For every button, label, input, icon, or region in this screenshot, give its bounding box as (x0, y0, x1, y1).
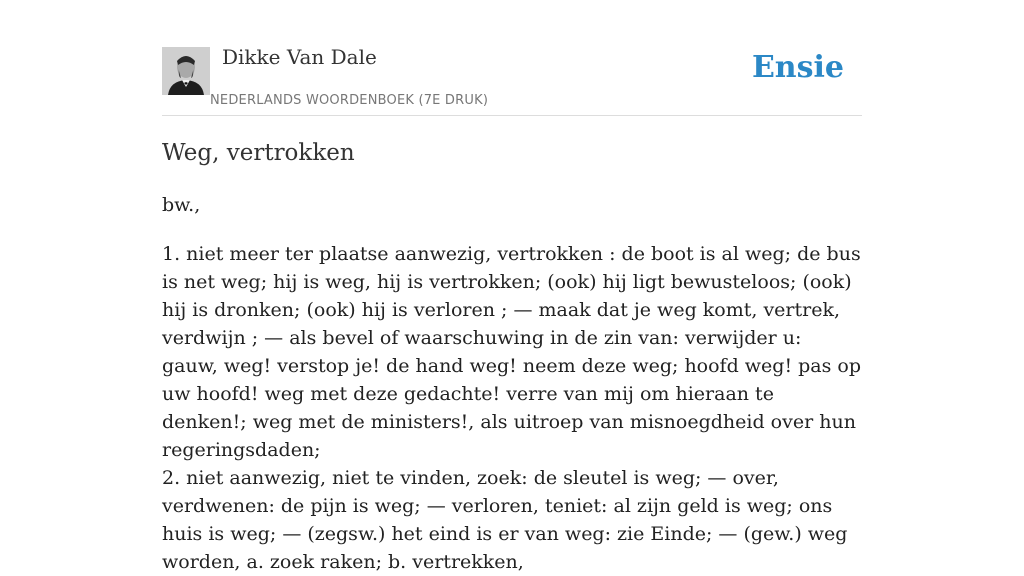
portrait-avatar-icon (162, 47, 210, 95)
part-of-speech: bw., (162, 194, 201, 216)
entry-header (162, 0, 862, 116)
page-container (162, 0, 862, 573)
author-name[interactable]: Dikke Van Dale (222, 45, 377, 69)
entry-definition (162, 240, 862, 576)
definition-sense: 2. niet aanwezig, niet te vinden, zoek: de sleutel is weg; — over, verdwenen: de pijn is weg; — verloren, teniet: al zijn geld is weg; ons huis is weg; — (zegsw.) het eind is er van weg: zie Einde; — (gew.) weg worden, a. zoek raken; b. vertrekken, (162, 467, 848, 573)
author-avatar[interactable] (162, 47, 210, 95)
source-name[interactable]: NEDERLANDS WOORDENBOEK (7E DRUK) (210, 93, 489, 108)
ensie-logo-link[interactable]: Ensie (751, 50, 844, 85)
definition-sense: 1. niet meer ter plaatse aanwezig, vertrokken : de boot is al weg; de bus is net weg; hij is weg, hij is vertrokken; (ook) hij ligt bewusteloos; (ook) hij is dronken; (ook) hij is verloren ; — maak dat je weg komt, vertrek, verdwijn ; — als bevel of waarschuwing in de zin van: verwijder u: gauw, weg! verstop je! de hand weg! neem deze weg; hoofd weg! pas op uw hoofd! weg met deze gedachte! verre van mij om hieraan te denken!; weg met de ministers!, als uitroep van misnoegdheid over hun regeringsdaden; (162, 243, 862, 461)
entry-title: Weg, vertrokken (162, 140, 355, 166)
